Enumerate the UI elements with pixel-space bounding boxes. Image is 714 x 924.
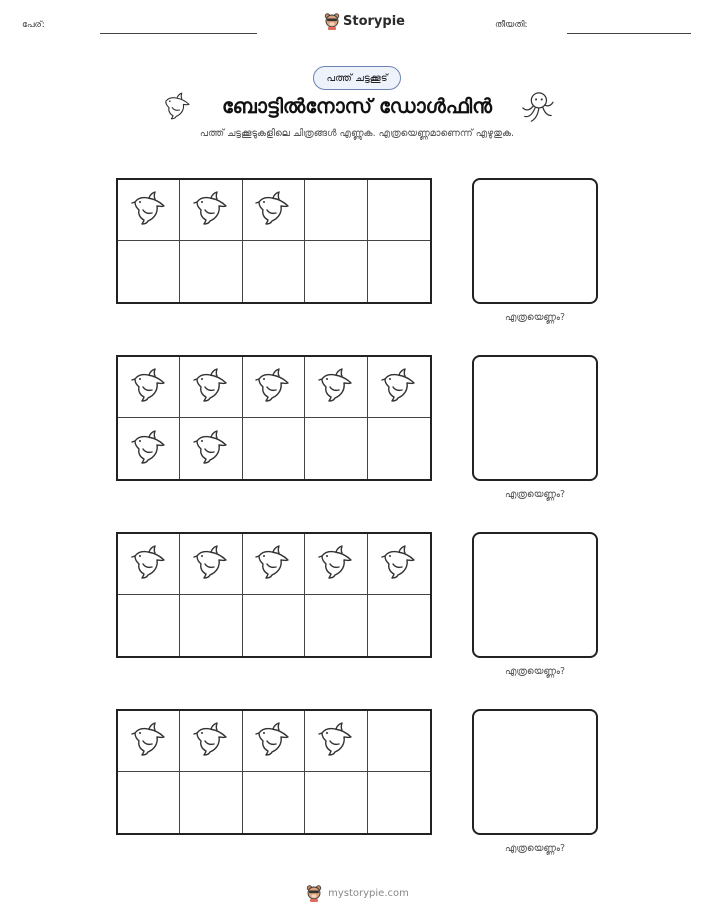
ten-frame-cell (368, 357, 430, 418)
ten-frame-cell (305, 534, 367, 595)
dolphin-icon (191, 719, 231, 763)
ten-frame-cell (243, 180, 305, 241)
name-line[interactable] (100, 33, 257, 34)
dolphin-icon (253, 719, 293, 763)
ten-frame-cell (118, 595, 180, 656)
ten-frame-cell (305, 595, 367, 656)
name-label: പേര്: (22, 20, 45, 30)
ten-frame-cell (368, 711, 430, 772)
dolphin-icon (191, 365, 231, 409)
dolphin-icon (253, 188, 293, 232)
ten-frame-cell (118, 241, 180, 302)
dolphin-icon (129, 719, 169, 763)
how-many-label: എത്രയെണ്ണം? (504, 312, 566, 323)
ten-frame-cell (118, 711, 180, 772)
how-many-label: എത്രയെണ്ണം? (504, 666, 566, 677)
bear-mascot-icon (324, 12, 340, 30)
ten-frame (116, 355, 432, 481)
ten-frame-cell (180, 418, 242, 479)
ten-frame-cell (305, 772, 367, 833)
dolphin-icon (129, 542, 169, 586)
answer-box[interactable] (472, 355, 598, 481)
ten-frame-cell (118, 772, 180, 833)
dolphin-icon (129, 188, 169, 232)
ten-frame-cell (305, 357, 367, 418)
ten-frame-cell (118, 180, 180, 241)
dolphin-icon (316, 365, 356, 409)
dolphin-icon (379, 542, 419, 586)
ten-frame-cell (368, 418, 430, 479)
ten-frame-cell (180, 772, 242, 833)
footer-url[interactable]: mystorypie.com (328, 887, 409, 899)
ten-frame-cell (243, 595, 305, 656)
ten-frame-cell (368, 180, 430, 241)
how-many-label: എത്രയെണ്ണം? (504, 489, 566, 500)
ten-frame-cell (368, 772, 430, 833)
dolphin-icon (316, 719, 356, 763)
worksheet-header (0, 12, 714, 42)
brand-name: Storypie (343, 13, 405, 29)
ten-frame-cell (180, 180, 242, 241)
ten-frame-cell (243, 241, 305, 302)
brand-logo (324, 12, 405, 30)
ten-frame-cell (180, 357, 242, 418)
ten-frame-cell (118, 418, 180, 479)
ten-frame-cell (243, 772, 305, 833)
dolphin-icon (253, 365, 293, 409)
ten-frame-cell (180, 534, 242, 595)
bear-mascot-icon (305, 884, 323, 902)
ten-frame-cell (368, 595, 430, 656)
octopus-icon (518, 90, 556, 124)
how-many-label: എത്രയെണ്ണം? (504, 843, 566, 854)
dolphin-icon (379, 365, 419, 409)
date-line[interactable] (567, 33, 691, 34)
ten-frame-cell (118, 357, 180, 418)
dolphin-icon (253, 542, 293, 586)
topic-badge: പത്ത് ചട്ടക്കൂട് (313, 66, 401, 90)
ten-frame-cell (243, 534, 305, 595)
ten-frame (116, 178, 432, 304)
ten-frame-cell (243, 357, 305, 418)
ten-frame-cell (243, 418, 305, 479)
answer-box[interactable] (472, 178, 598, 304)
dolphin-icon (191, 427, 231, 471)
dolphin-icon (129, 427, 169, 471)
footer (0, 884, 714, 902)
ten-frame-cell (180, 595, 242, 656)
ten-frame-cell (243, 711, 305, 772)
ten-frame-cell (305, 180, 367, 241)
dolphin-icon (191, 188, 231, 232)
dolphin-icon (316, 542, 356, 586)
date-label: തീയതി: (495, 20, 528, 30)
page-title: ബോട്ടിൽനോസ് ഡോൾഫിൻ (221, 94, 492, 118)
ten-frame-cell (305, 241, 367, 302)
ten-frame-cell (305, 711, 367, 772)
ten-frame-cell (118, 534, 180, 595)
answer-box[interactable] (472, 532, 598, 658)
ten-frame (116, 709, 432, 835)
dolphin-icon (191, 542, 231, 586)
dolphin-icon (129, 365, 169, 409)
ten-frame (116, 532, 432, 658)
ten-frame-cell (305, 418, 367, 479)
ten-frame-cell (368, 241, 430, 302)
ten-frame-cell (180, 241, 242, 302)
ten-frame-cell (180, 711, 242, 772)
answer-box[interactable] (472, 709, 598, 835)
ten-frame-cell (368, 534, 430, 595)
instructions: പത്ത് ചട്ടക്കൂടുകളിലെ ചിത്രങ്ങൾ എണ്ണുക. എത്രയെണ്ണമാണെന്ന് എഴുതുക. (199, 128, 515, 139)
